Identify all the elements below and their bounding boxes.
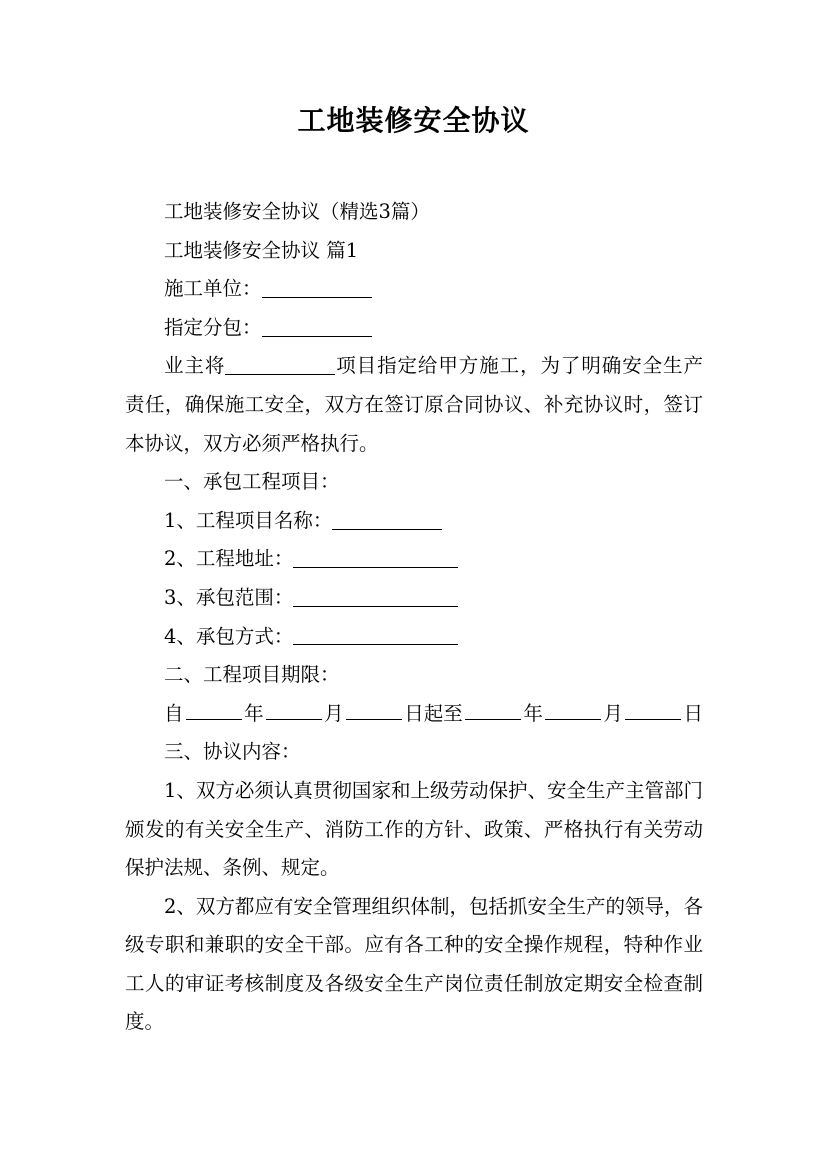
date-year-2: 年 (523, 701, 543, 725)
document-title: 工地装修安全协议 (297, 104, 530, 137)
date-month: 月 (324, 701, 344, 725)
date-year: 年 (244, 701, 264, 725)
construction-unit-line (125, 270, 703, 309)
item-2-blank (293, 548, 458, 569)
section-3-heading: 三、协议内容： (164, 740, 301, 764)
subcontract-blank (262, 316, 372, 337)
section-title: 工地装修安全协议 篇1 (164, 238, 359, 262)
item-3-blank (293, 586, 458, 607)
item-3-line (125, 579, 703, 618)
date-from: 自 (164, 701, 184, 725)
start-day-blank (346, 699, 402, 720)
date-day-start: 日起至 (404, 701, 463, 725)
date-month-2: 月 (603, 701, 623, 725)
construction-unit-blank (262, 278, 372, 299)
date-day-end: 日 (683, 701, 703, 725)
item-1-label: 1、工程项目名称： (164, 508, 333, 532)
subcontract-label: 指定分包： (164, 315, 262, 339)
intro-paragraph (125, 347, 703, 463)
item-4-blank (293, 625, 458, 646)
project-blank (225, 355, 335, 376)
intro-start: 业主将 (164, 354, 226, 378)
end-day-blank (625, 699, 681, 720)
item-4-line (125, 618, 703, 657)
end-month-blank (545, 699, 601, 720)
document-body (125, 193, 703, 1042)
date-range-line (125, 695, 703, 734)
start-year-blank (186, 699, 242, 720)
subcontract-line (125, 309, 703, 348)
end-year-blank (465, 699, 521, 720)
clause-2: 2、双方都应有安全管理组织体制，包括抓安全生产的领导，各级专职和兼职的安全干部。应有各工种的安全操作规程，特种作业工人的审证考核制度及各级安全生产岗位责任制放定期安全检查制度。 (125, 894, 703, 1034)
item-1-blank (332, 509, 442, 530)
section-1-heading: 一、承包工程项目： (164, 470, 340, 494)
intro-rest: 项目指定给甲方施工，为了明确安全生产责任，确保施工安全，双方在签订原合同协议、补充协议时，签订本协议，双方必须严格执行。 (125, 354, 703, 455)
construction-unit-label: 施工单位： (164, 277, 262, 301)
item-3-label: 3、承包范围： (164, 585, 294, 609)
item-2-label: 2、工程地址： (164, 547, 294, 571)
start-month-blank (266, 699, 322, 720)
section-2-heading: 二、工程项目期限： (164, 663, 340, 687)
item-2-line (125, 540, 703, 579)
item-1-line (125, 502, 703, 541)
clause-1: 1、双方必须认真贯彻国家和上级劳动保护、安全生产主管部门颁发的有关安全生产、消防工作的方针、政策、严格执行有关劳动保护法规、条例、规定。 (125, 778, 703, 880)
item-4-label: 4、承包方式： (164, 624, 294, 648)
subtitle: 工地装修安全协议（精选3篇） (164, 200, 430, 223)
